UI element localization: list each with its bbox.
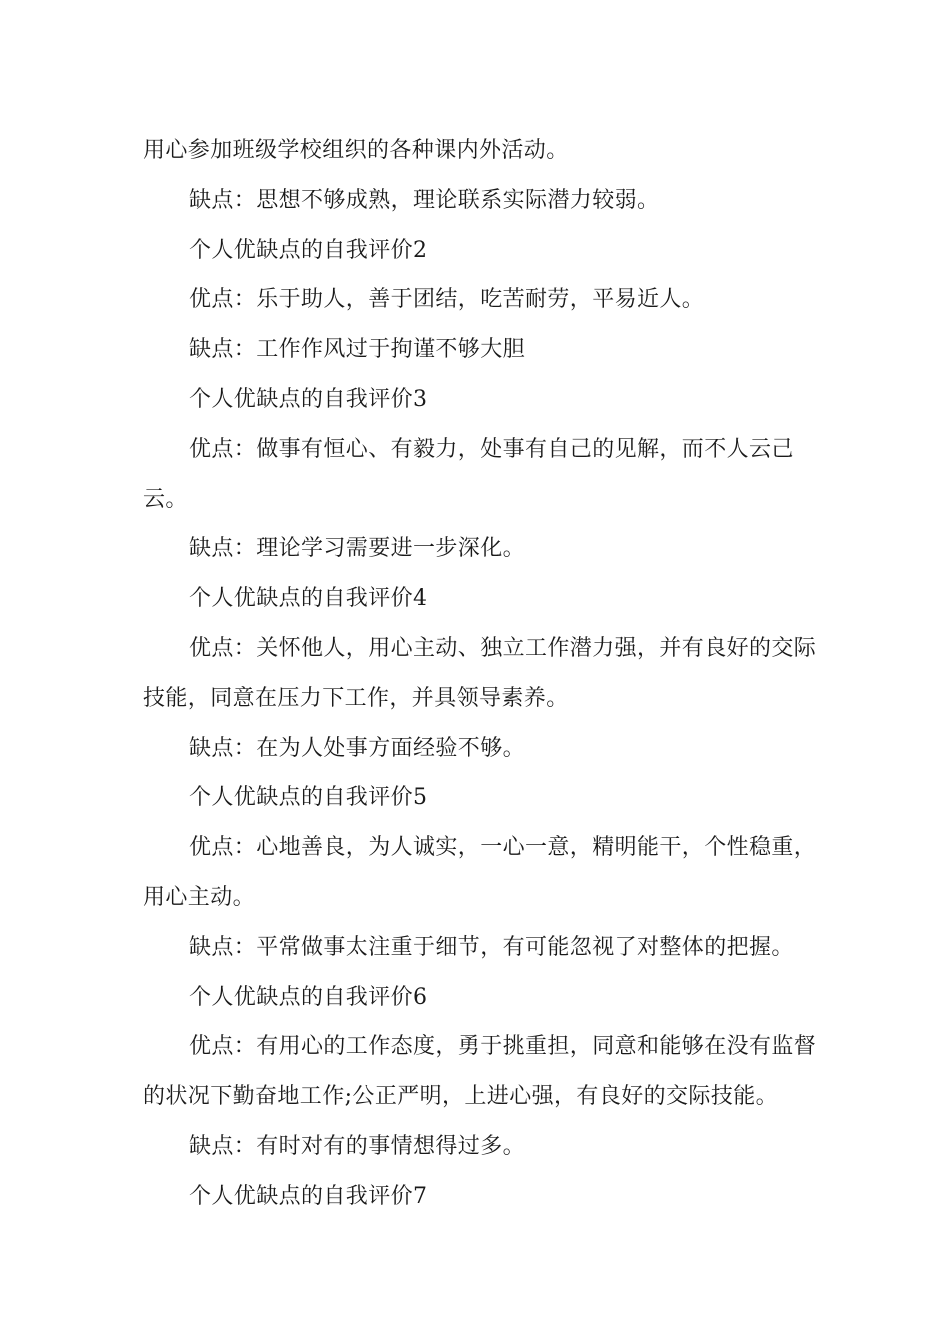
paragraph-7: 优点：做事有恒心、有毅力，处事有自己的见解，而不人云己云。 — [143, 436, 794, 512]
paragraph-4: 优点：乐于助人，善于团结，吃苦耐劳，平易近人。 — [189, 287, 705, 313]
document-body — [143, 126, 833, 1222]
paragraph-1: 用心参加班级学校组织的各种课内外活动。 — [143, 138, 569, 163]
paragraph-17: 缺点：有时对有的事情想得过多。 — [189, 1133, 526, 1159]
section-heading-7: 个人优缺点的自我评价7 — [189, 1183, 428, 1209]
section-heading-5: 个人优缺点的自我评价5 — [189, 785, 428, 811]
section-heading-3: 个人优缺点的自我评价3 — [189, 386, 428, 412]
paragraph-14: 缺点：平常做事太注重于细节，有可能忽视了对整体的把握。 — [189, 934, 794, 960]
section-heading-2: 个人优缺点的自我评价2 — [189, 237, 428, 263]
section-heading-4: 个人优缺点的自我评价4 — [189, 586, 428, 612]
section-heading-6: 个人优缺点的自我评价6 — [189, 984, 428, 1010]
paragraph-2: 缺点：思想不够成熟，理论联系实际潜力较弱。 — [189, 187, 660, 213]
paragraph-11: 缺点：在为人处事方面经验不够。 — [189, 735, 526, 761]
paragraph-16: 优点：有用心的工作态度，勇于挑重担，同意和能够在没有监督的状况下勤奋地工作;公正严明，上进心强，有良好的交际技能。 — [143, 1034, 817, 1110]
paragraph-10: 优点：关怀他人，用心主动、独立工作潜力强，并有良好的交际技能，同意在压力下工作，并具领导素养。 — [143, 635, 817, 711]
paragraph-8: 缺点：理论学习需要进一步深化。 — [189, 536, 526, 562]
paragraph-5: 缺点：工作作风过于拘谨不够大胆 — [189, 337, 526, 363]
paragraph-13: 优点：心地善良，为人诚实，一心一意，精明能干，个性稳重，用心主动。 — [143, 835, 817, 910]
